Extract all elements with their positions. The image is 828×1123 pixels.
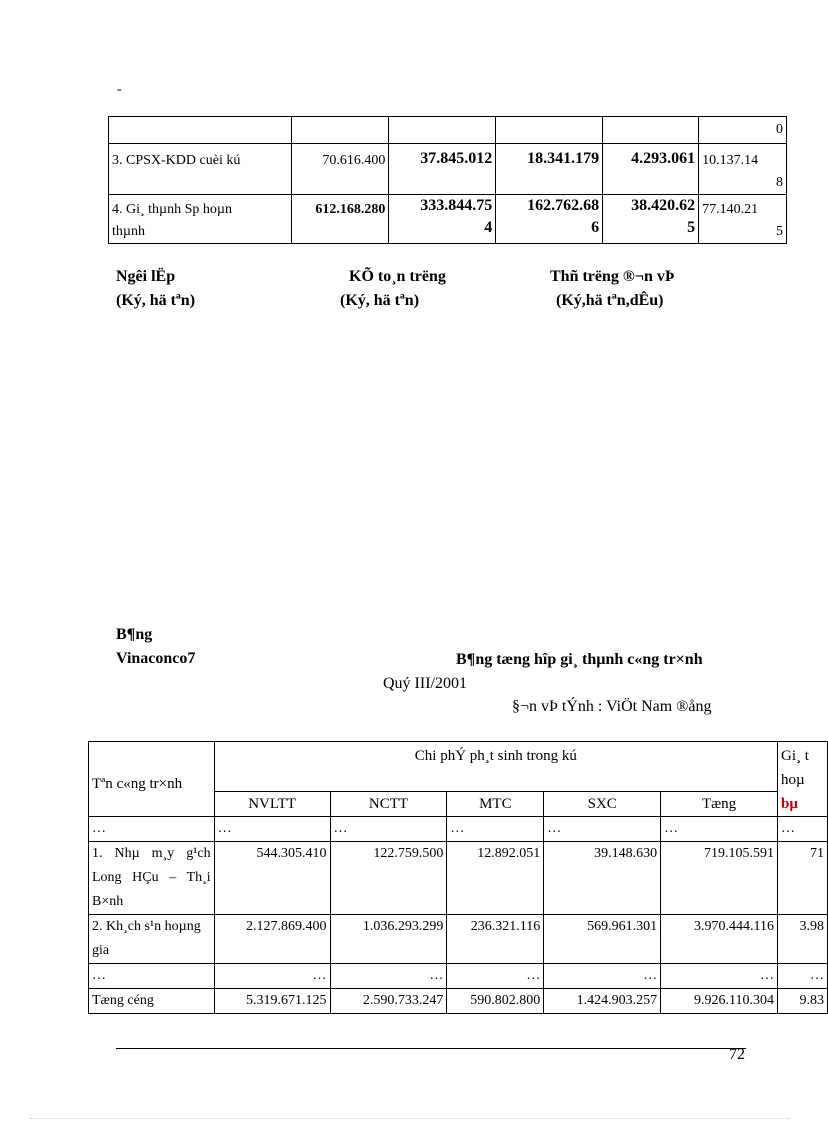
table-row — [89, 989, 828, 1014]
cell: 18.341.179 — [496, 144, 603, 195]
col-nvltt: NVLTT — [214, 792, 330, 817]
table-row — [89, 742, 828, 792]
cell: 3.970.444.116 — [661, 915, 778, 964]
report-unit: §¬n vÞ tÝnh : ViÖt Nam ®ång — [512, 698, 712, 715]
company-name: Vinaconco7 — [116, 650, 196, 667]
table-row — [89, 842, 828, 915]
cell: 12.892.051 — [447, 842, 544, 915]
cell: … — [89, 964, 215, 989]
cell: 333.844.75 4 — [389, 195, 496, 244]
top-dash: - — [117, 82, 122, 97]
cell: 4.293.061 — [603, 144, 699, 195]
cell: 590.802.800 — [447, 989, 544, 1014]
cell: 1.424.903.257 — [544, 989, 661, 1014]
row-label: 1. Nhµ m¸y g¹ch Long HÇu – Th¸i B×nh — [89, 842, 215, 915]
cell: 236.321.116 — [447, 915, 544, 964]
report-quarter: Quý III/2001 — [383, 675, 467, 692]
group-header: Chi phÝ ph¸t sinh trong kú — [214, 742, 777, 792]
cell: 77.140.21 5 — [699, 195, 787, 244]
cell: … — [778, 817, 828, 842]
header-tail: 0 — [699, 117, 787, 144]
table-row — [89, 964, 828, 989]
cell: … — [778, 964, 828, 989]
cell: … — [330, 817, 447, 842]
footer-divider — [116, 1048, 746, 1049]
cell: 37.845.012 — [389, 144, 496, 195]
table-row — [89, 915, 828, 964]
cell: 3.98 — [778, 915, 828, 964]
col-mtc: MTC — [447, 792, 544, 817]
cell: 38.420.62 5 — [603, 195, 699, 244]
table-row — [109, 195, 787, 244]
cell: … — [447, 964, 544, 989]
cell: … — [447, 817, 544, 842]
table-row — [89, 817, 828, 842]
col-name-header: Tªn c«ng tr×nh — [89, 742, 215, 817]
cell: 9.926.110.304 — [661, 989, 778, 1014]
row-label: 4. Gi¸ thµnh Sp hoµn thµnh — [109, 195, 292, 244]
col-sxc: SXC — [544, 792, 661, 817]
cost-summary-table — [88, 741, 828, 1014]
cell: … — [330, 964, 447, 989]
cell: 2.590.733.247 — [330, 989, 447, 1014]
cell: 544.305.410 — [214, 842, 330, 915]
cell: 2.127.869.400 — [214, 915, 330, 964]
section-label: B¶ng — [116, 626, 153, 643]
col-nctt: NCTT — [330, 792, 447, 817]
cell: 569.961.301 — [544, 915, 661, 964]
last-col-header: Gi¸ t hoµ bµ — [778, 742, 828, 817]
top-table — [108, 116, 787, 244]
cell: … — [89, 817, 215, 842]
signature-accountant: KÕ to¸n trëng (Ký, hä tªn) — [340, 268, 446, 309]
cell: 612.168.280 — [292, 195, 389, 244]
cell: … — [544, 817, 661, 842]
cell: … — [661, 817, 778, 842]
cell: 5.319.671.125 — [214, 989, 330, 1014]
cell: 162.762.68 6 — [496, 195, 603, 244]
cell: 1.036.293.299 — [330, 915, 447, 964]
signature-director: Thñ trëng ®¬n vÞ (Ký,hä tªn,dÊu) — [550, 268, 675, 309]
report-title: B¶ng tæng hîp gi¸ thµnh c«ng tr×nh — [456, 651, 703, 668]
cell: 70.616.400 — [292, 144, 389, 195]
signature-preparer: Ngêi lËp (Ký, hä tªn) — [116, 268, 196, 309]
table-row — [109, 144, 787, 195]
cell: 71 — [778, 842, 828, 915]
page-number: 72 — [729, 1046, 745, 1063]
page-edge-divider — [30, 1118, 790, 1119]
col-tong: Tæng — [661, 792, 778, 817]
row-label: 2. Kh¸ch s¹n hoµng gia — [89, 915, 215, 964]
cell: 9.83 — [778, 989, 828, 1014]
cell: 39.148.630 — [544, 842, 661, 915]
table-row — [109, 117, 787, 144]
cell: 10.137.14 8 — [699, 144, 787, 195]
cell: 122.759.500 — [330, 842, 447, 915]
cell: … — [214, 964, 330, 989]
cell: … — [214, 817, 330, 842]
cell: … — [661, 964, 778, 989]
row-label: Tæng céng — [89, 989, 215, 1014]
cell: … — [544, 964, 661, 989]
cell: 719.105.591 — [661, 842, 778, 915]
row-label: 3. CPSX-KDD cuèi kú — [109, 144, 292, 195]
